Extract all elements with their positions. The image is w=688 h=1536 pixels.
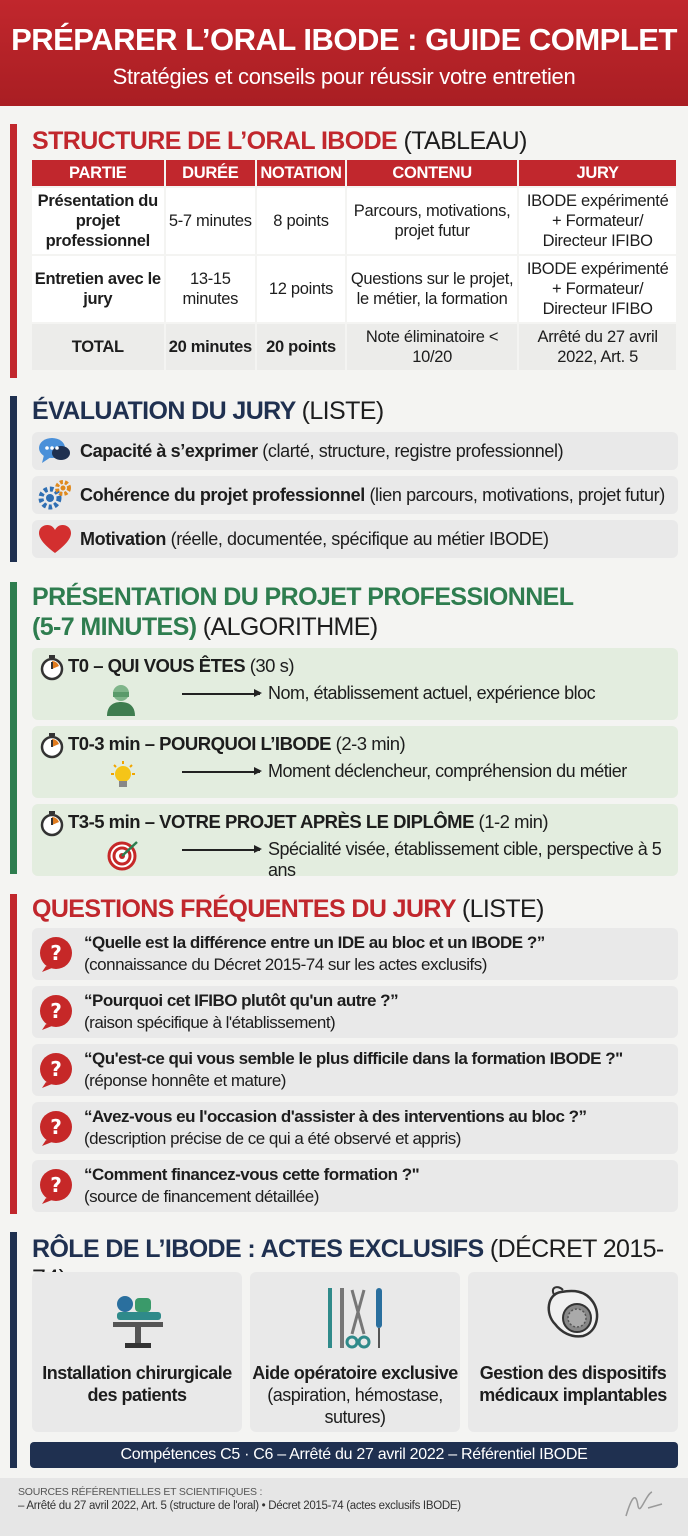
question-hint: (connaissance du Décret 2015-74 sur les actes exclusifs) <box>84 955 487 974</box>
role-card <box>468 1272 678 1432</box>
competences-banner: Compétences C5 · C6 – Arrêté du 27 avril 2022 – Référentiel IBODE <box>30 1442 678 1468</box>
item-label: Motivation <box>80 529 166 549</box>
table-cell: 20 points <box>257 324 345 370</box>
question-mark-icon <box>36 936 76 977</box>
question-item <box>32 1160 678 1212</box>
stopwatch-icon <box>40 655 64 686</box>
section-title: ÉVALUATION DU JURY (LISTE) <box>32 397 384 425</box>
svg-text:?: ? <box>50 1115 62 1139</box>
table-cell: IBODE expérimenté + Formateur/ Directeur IFIBO <box>519 188 676 254</box>
list-item <box>32 432 678 470</box>
table-cell: Présentation du projet professionnel <box>32 188 164 254</box>
table-cell: IBODE expérimenté + Formateur/ Directeur IFIBO <box>519 256 676 322</box>
svg-text:?: ? <box>50 1057 62 1081</box>
role-title: Installation chirurgicale des patients <box>42 1363 232 1405</box>
table-header: DURÉE <box>166 160 256 186</box>
question-item <box>32 986 678 1038</box>
signature-logo <box>618 1486 668 1532</box>
table-row-total <box>32 324 676 370</box>
section-title: RÔLE DE L’IBODE : ACTES EXCLUSIFS (DÉCRET 2015- <box>32 1235 664 1263</box>
step-duration: (1-2 min) <box>473 811 549 832</box>
item-detail: (réelle, documentée, spécifique au métier IBODE) <box>166 529 549 549</box>
question-text: “Qu'est-ce qui vous semble le plus difficile dans la formation IBODE ?" <box>84 1049 623 1068</box>
step-description: Nom, établissement actuel, expérience bloc <box>268 683 596 703</box>
question-mark-icon <box>36 1052 76 1093</box>
table-header: JURY <box>519 160 676 186</box>
step-title: T0-3 min – POURQUOI L’IBODE <box>68 733 332 754</box>
arrow <box>182 771 260 773</box>
algorithm-step <box>32 648 678 720</box>
item-label: Capacité à s’exprimer <box>80 441 258 461</box>
svg-text:?: ? <box>50 941 62 965</box>
role-card <box>32 1272 242 1432</box>
implant-device-icon <box>541 1284 605 1354</box>
list-item <box>32 476 678 514</box>
structure-table <box>30 158 678 372</box>
question-hint: (raison spécifique à l'établissement) <box>84 1013 336 1032</box>
section-roles <box>10 1232 678 1468</box>
page-subtitle: Stratégies et conseils pour réussir votre entretien <box>112 64 576 89</box>
section-questions <box>10 894 678 1214</box>
stopwatch-icon <box>40 733 64 764</box>
question-text: “Pourquoi cet IFIBO plutôt qu'un autre ?” <box>84 991 399 1010</box>
section-accent-bar <box>10 1232 17 1468</box>
role-card <box>250 1272 460 1432</box>
sources-heading: SOURCES RÉFÉRENTIELLES ET SCIENTIFIQUES : <box>18 1486 263 1498</box>
question-item <box>32 1102 678 1154</box>
step-title: T3-5 min – VOTRE PROJET APRÈS LE DIPLÔME <box>68 811 474 832</box>
arrow <box>182 849 260 851</box>
sources-text: – Arrêté du 27 avril 2022, Art. 5 (structure de l'oral) • Décret 2015-74 (actes exclusifs IBODE) <box>18 1500 461 1512</box>
svg-text:?: ? <box>50 999 62 1023</box>
question-mark-icon <box>36 1168 76 1209</box>
lightbulb-icon <box>108 760 138 799</box>
role-detail: (aspiration, hémostase, sutures) <box>267 1385 443 1427</box>
target-icon <box>106 839 140 876</box>
sources-footer <box>0 1478 688 1536</box>
page-title: PRÉPARER L’ORAL IBODE : GUIDE COMPLET <box>11 22 677 57</box>
table-cell: TOTAL <box>32 324 164 370</box>
role-title: Aide opératoire exclusive <box>252 1363 458 1383</box>
question-item <box>32 928 678 980</box>
operating-table-icon <box>107 1284 167 1354</box>
section-structure <box>10 124 678 378</box>
section-title: PRÉSENTATION DU PROJET PROFESSIONNEL (5-7 MINUTES) (ALGORITHME) <box>32 583 574 641</box>
surgeon-icon <box>104 682 138 721</box>
table-row <box>32 256 676 322</box>
speech-bubbles-icon <box>38 436 72 471</box>
section-accent-bar <box>10 894 17 1214</box>
question-mark-icon <box>36 994 76 1035</box>
step-description: Spécialité visée, établissement cible, perspective à 5 ans <box>268 839 662 880</box>
svg-text:?: ? <box>50 1173 62 1197</box>
table-cell: 13-15 minutes <box>166 256 256 322</box>
table-cell: 12 points <box>257 256 345 322</box>
list-item <box>32 520 678 558</box>
role-title: Gestion des dispositifs médicaux implantables <box>479 1363 667 1405</box>
item-detail: (lien parcours, motivations, projet futur) <box>364 485 665 505</box>
table-row <box>32 188 676 254</box>
table-header: CONTENU <box>347 160 517 186</box>
question-text: “Quelle est la différence entre un IDE au bloc et un IBODE ?” <box>84 933 545 952</box>
page-header <box>0 0 688 106</box>
heart-icon <box>38 525 72 560</box>
table-cell: 5-7 minutes <box>166 188 256 254</box>
question-hint: (réponse honnête et mature) <box>84 1071 286 1090</box>
table-header-row <box>32 160 676 186</box>
step-description: Moment déclencheur, compréhension du métier <box>268 761 627 781</box>
section-presentation <box>10 582 678 880</box>
section-accent-bar <box>10 582 17 874</box>
gears-icon <box>38 479 74 516</box>
section-title: QUESTIONS FRÉQUENTES DU JURY (LISTE) <box>32 895 544 923</box>
question-text: “Comment financez-vous cette formation ?" <box>84 1165 420 1184</box>
section-title: STRUCTURE DE L’ORAL IBODE (TABLEAU) <box>32 127 527 155</box>
stopwatch-icon <box>40 811 64 842</box>
algorithm-step <box>32 804 678 880</box>
table-cell: 8 points <box>257 188 345 254</box>
algorithm-step <box>32 726 678 798</box>
table-header: NOTATION <box>257 160 345 186</box>
item-detail: (clarté, structure, registre professionnel) <box>257 441 564 461</box>
table-cell: Arrêté du 27 avril 2022, Art. 5 <box>519 324 676 370</box>
step-duration: (2-3 min) <box>331 733 406 754</box>
question-hint: (source de financement détaillée) <box>84 1187 319 1206</box>
table-cell: Entretien avec le jury <box>32 256 164 322</box>
question-text: “Avez-vous eu l'occasion d'assister à des interventions au bloc ?” <box>84 1107 587 1126</box>
table-cell: 20 minutes <box>166 324 256 370</box>
item-label: Cohérence du projet professionnel <box>80 485 365 505</box>
section-accent-bar <box>10 396 17 562</box>
table-cell: Note éliminatoire < 10/20 <box>347 324 517 370</box>
question-item <box>32 1044 678 1096</box>
section-accent-bar <box>10 124 17 378</box>
table-cell: Questions sur le projet, le métier, la formation <box>347 256 517 322</box>
table-header: PARTIE <box>32 160 164 186</box>
arrow <box>182 693 260 695</box>
table-cell: Parcours, motivations, projet futur <box>347 188 517 254</box>
question-mark-icon <box>36 1110 76 1151</box>
step-title: T0 – QUI VOUS ÊTES <box>68 655 246 676</box>
surgical-tools-icon <box>320 1284 390 1354</box>
question-hint: (description précise de ce qui a été observé et appris) <box>84 1129 461 1148</box>
step-duration: (30 s) <box>245 655 295 676</box>
section-evaluation <box>10 396 678 562</box>
